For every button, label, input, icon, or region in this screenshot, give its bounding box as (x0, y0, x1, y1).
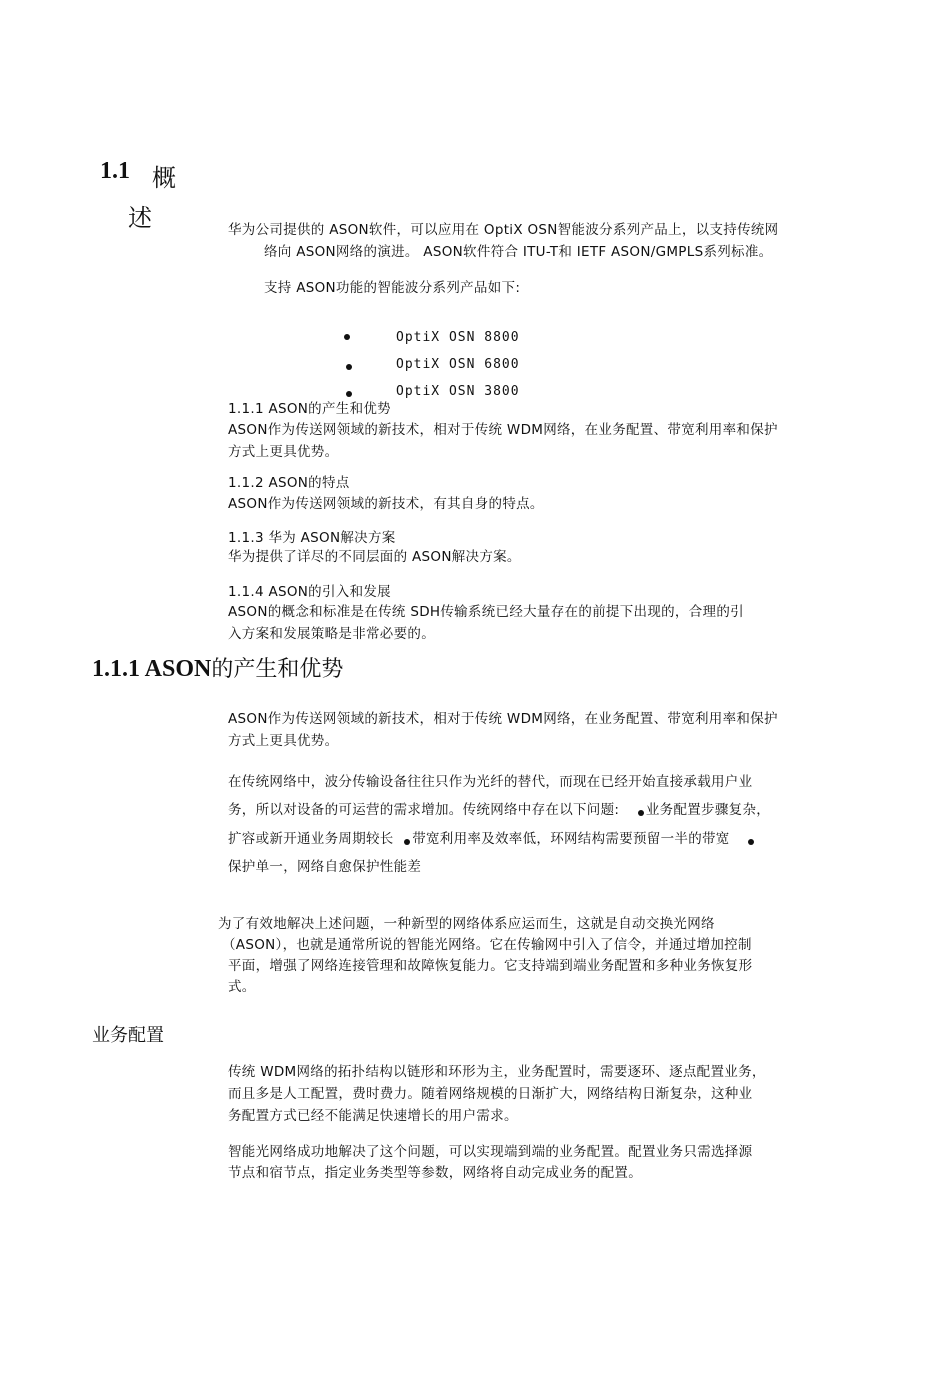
bullet-icon (344, 334, 350, 340)
toc-summary-4-line-1: ASON的概念和标准是在传统 SDH传输系统已经大量存在的前提下出现的，合理的引 (228, 604, 744, 620)
p2-line-2-bullet-text: 业务配置步骤复杂， (645, 802, 771, 818)
p2-line-3 (228, 828, 754, 850)
p1-line-2: 方式上更具优势。 (228, 733, 339, 749)
product-name: OptiX OSN 3800 (396, 384, 520, 399)
p2-line-1: 在传统网络中，波分传输设备往往只作为光纤的替代，而现在已经开始直接承载用户业 (228, 774, 753, 790)
toc-heading-3[interactable]: 1.1.3 华为 ASON解决方案 (228, 530, 396, 546)
sc-p1-line-1: 传统 WDM网络的拓扑结构以链形和环形为主，业务配置时，需要逐环、逐点配置业务， (228, 1064, 766, 1080)
subsection-number: 1.1.1 ASON (92, 656, 212, 682)
p3-line-1: 为了有效地解决上述问题，一种新型的网络体系应运而生，这就是自动交换光网络 (218, 916, 715, 932)
service-config-heading: 业务配置 (92, 1025, 164, 1046)
product-name: OptiX OSN 6800 (396, 357, 520, 372)
toc-heading-4[interactable]: 1.1.4 ASON的引入和发展 (228, 584, 391, 600)
section-number: 1.1 (100, 158, 130, 184)
toc-summary-1-line-1: ASON作为传送网领域的新技术，相对于传统 WDM网络，在业务配置、带宽利用率和保护 (228, 422, 778, 438)
p3-line-2: （ASON），也就是通常所说的智能光网络。它在传输网中引入了信令，并通过增加控制 (222, 937, 752, 953)
p1-line-1: ASON作为传送网领域的新技术，相对于传统 WDM网络，在业务配置、带宽利用率和保护 (228, 711, 778, 727)
subsection-title: 的产生和优势 (211, 657, 344, 682)
bullet-icon (748, 839, 754, 845)
section-title-part1: 概 (152, 164, 176, 192)
p3-line-4: 式。 (228, 979, 256, 995)
sc-p1-line-2: 而且多是人工配置，费时费力。随着网络规模的日渐扩大，网络结构日渐复杂，这种业 (228, 1086, 753, 1102)
p2-line-3-bullet-text: 带宽利用率及效率低，环网结构需要预留一半的带宽 (412, 831, 730, 847)
subsection-heading (92, 652, 343, 683)
bullet-icon (346, 364, 352, 370)
sc-p2-line-2: 节点和宿节点，指定业务类型等参数，网络将自动完成业务的配置。 (228, 1165, 642, 1181)
bullet-icon (346, 391, 352, 397)
sc-p2-line-1: 智能光网络成功地解决了这个问题，可以实现端到端的业务配置。配置业务只需选择源 (228, 1144, 753, 1160)
p2-line-2 (228, 799, 770, 821)
section-title-part2: 述 (128, 204, 152, 232)
toc-summary-4-line-2: 入方案和发展策略是非常必要的。 (228, 626, 435, 642)
p2-line-3-text: 扩容或新开通业务周期较长 (228, 831, 394, 847)
toc-summary-2-line-1: ASON作为传送网领域的新技术，有其自身的特点。 (228, 496, 544, 512)
list-item (344, 357, 644, 377)
toc-summary-3-line-1: 华为提供了详尽的不同层面的 ASON解决方案。 (228, 549, 521, 565)
toc-heading-2[interactable]: 1.1.2 ASON的特点 (228, 475, 350, 491)
p3-line-3: 平面，增强了网络连接管理和故障恢复能力。它支持端到端业务配置和多种业务恢复形 (228, 958, 753, 974)
list-item (344, 330, 644, 350)
products-intro: 支持 ASON功能的智能波分系列产品如下: (264, 280, 521, 296)
intro-line-1: 华为公司提供的 ASON软件，可以应用在 OptiX OSN智能波分系列产品上，以支持传统网 (228, 222, 779, 238)
toc-heading-1[interactable]: 1.1.1 ASON的产生和优势 (228, 401, 391, 417)
toc-summary-1-line-2: 方式上更具优势。 (228, 444, 339, 460)
intro-line-2: 络向 ASON网络的演进。 ASON软件符合 ITU-T和 IETF ASON/GMPLS系列标准。 (264, 244, 773, 260)
bullet-icon (638, 810, 644, 816)
bullet-icon (404, 839, 410, 845)
p2-line-4: 保护单一，网络自愈保护性能差 (228, 859, 422, 875)
sc-p1-line-3: 务配置方式已经不能满足快速增长的用户需求。 (228, 1108, 518, 1124)
product-name: OptiX OSN 8800 (396, 330, 520, 345)
p2-line-2-text: 务，所以对设备的可运营的需求增加。传统网络中存在以下问题: (228, 802, 620, 818)
